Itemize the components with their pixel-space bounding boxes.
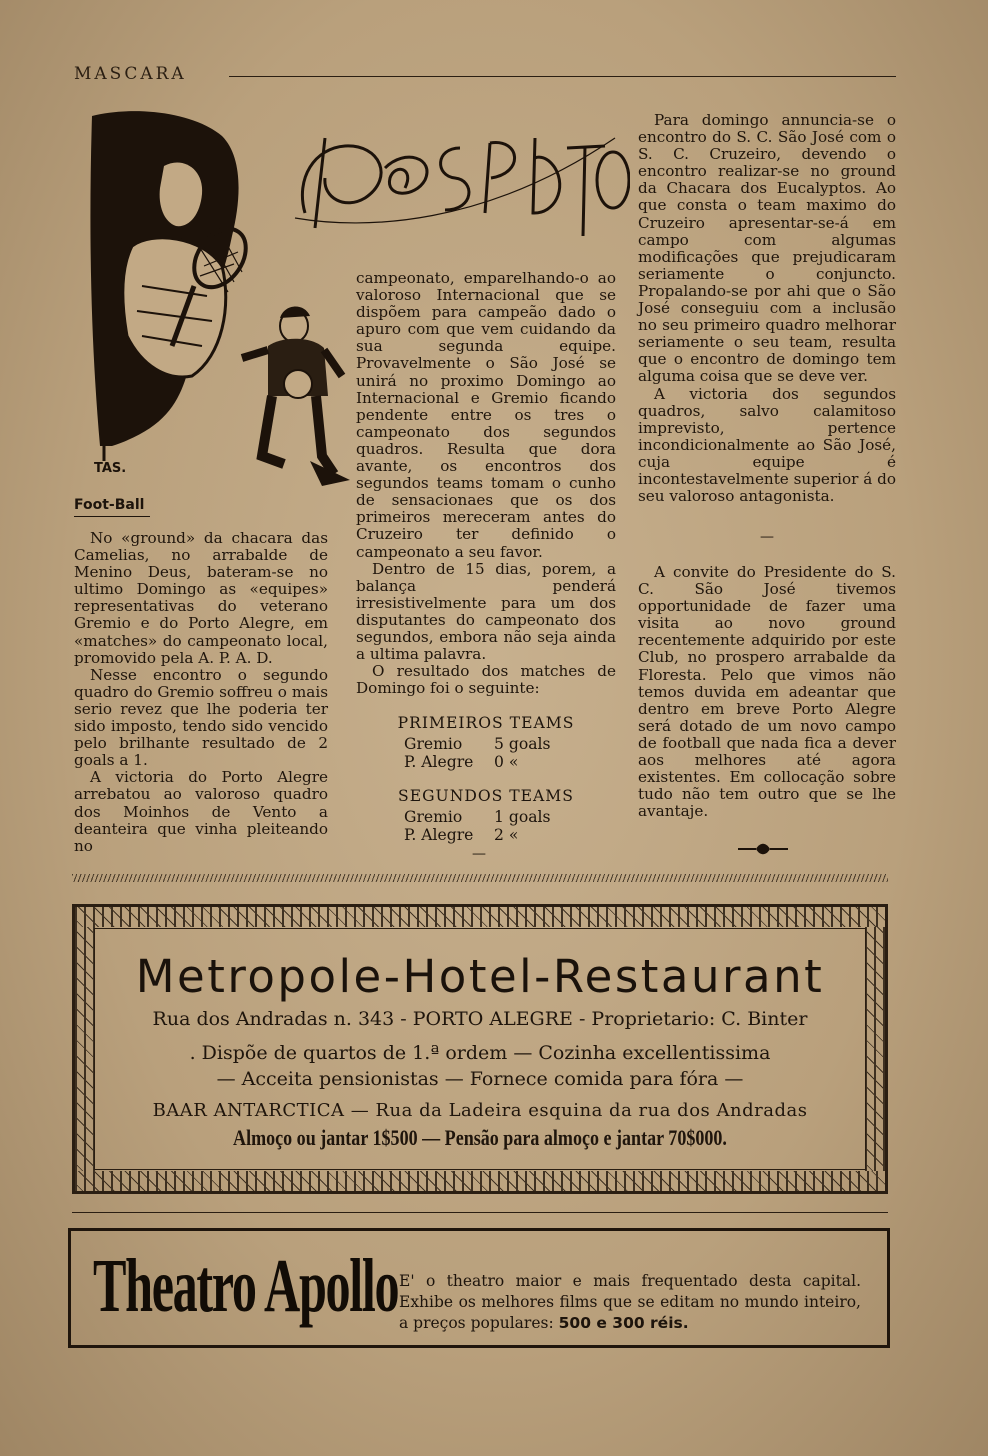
header-rule xyxy=(229,76,896,77)
paragraph: Dentro de 15 dias, porem, a balança penderá irresistivelmente para um dos disputantes do campeonato dos segundos, embora não seja ainda a ultima palavra. xyxy=(356,559,616,664)
separator-rule xyxy=(72,874,888,882)
separator-rule xyxy=(72,1212,888,1213)
paragraph: Nesse encontro o segundo quadro do Gremio soffreu o mais serio revez que lhe poderia ter sido imposto, tendo sido vencido pelo brilhante resultado de 2 goals a 1. xyxy=(74,665,328,770)
paragraph: A victoria dos segundos quadros, salvo calamitoso imprevisto, pertence incondicionalmente ao São José, cuja equipe é incontestavelmente superior á do seu valoroso antagonista. xyxy=(638,384,897,506)
result-row: P. Alegre 2 « xyxy=(404,826,519,844)
results-heading-segundos: SEGUNDOS TEAMS xyxy=(398,787,574,805)
article-column-3b xyxy=(638,564,896,820)
paragraph: campeonato, emparelhando-o ao valoroso Internacional que se dispõem para campeão dado o apuro com que vem cuidando da sua segunda equipe. Provavelmente o São José se unirá no proximo Domingo ao Internacional e Gremio ficando pendente entre os tres o campeonato dos segundos quadros. Resulta que dora avante, os encontros dos segundos teams tomam o cunho de sensacionaes que os dos primeiros mereceram antes do Cruzeiro ter definido o campeonato a seu favor. xyxy=(356,269,616,561)
article-column-1 xyxy=(74,530,328,855)
theatre-advertisement xyxy=(68,1228,890,1348)
desporto-title-lettering xyxy=(285,118,630,243)
article-column-2 xyxy=(356,270,616,697)
hotel-line-3: BAAR ANTARCTICA — Rua da Ladeira esquina da rua dos Andradas xyxy=(152,1100,808,1121)
hotel-line-4: Almoço ou jantar 1$500 — Pensão para almoço e jantar 70$000. xyxy=(233,1125,727,1150)
result-row: Gremio 5 goals xyxy=(404,735,551,753)
theatre-description: E' o theatro maior e mais frequentado desta capital. Exhibe os melhores films que se editam no mundo inteiro, a preços populares: 500 e 300 réis. xyxy=(399,1272,861,1332)
ornament-border xyxy=(75,1171,885,1191)
illustration-signature: TAS. xyxy=(94,461,127,476)
paragraph: O resultado dos matches de Domingo foi o seguinte: xyxy=(356,662,616,698)
paragraph: No «ground» da chacara das Camelias, no arrabalde de Menino Deus, bateram-se no ultimo Domingo as «equipes» representativas do veterano Gremio e do Porto Alegre, em «matches» do campeonato local, promovido pela A. P. A. D. xyxy=(74,529,328,667)
paragraph: A victoria do Porto Alegre arrebatou ao valoroso quadro dos Moinhos de Vento a deanteira que vinha pleiteando no xyxy=(74,768,328,855)
footballer-figure xyxy=(242,306,350,486)
ornament-border xyxy=(75,907,885,927)
hotel-name: Metropole-Hotel-Restaurant xyxy=(135,950,825,1003)
result-row: Gremio 1 goals xyxy=(404,808,551,826)
theatre-prices: 500 e 300 réis. xyxy=(558,1314,689,1332)
match-results xyxy=(356,714,616,844)
ornament-icon xyxy=(736,842,790,856)
hotel-line-2: — Acceita pensionistas — Fornece comida para fóra — xyxy=(216,1068,744,1090)
result-row: P. Alegre 0 « xyxy=(404,753,519,771)
paragraph: Para domingo annuncia-se o encontro do S. C. São José com o S. C. Cruzeiro, devendo o encontro realizar-se no ground da Chacara dos Eucalyptos. Ao que consta o team maximo do Cruzeiro apresentar-se-á em campo com algumas modificações que prejudicaram seriamente o conjuncto. Propalando-se por ahi que o São José conseguiu com a inclusão no seu primeiro quadro melhorar seriamente o seu team, resulta que o encontro de domingo tem alguma coisa que se deve ver. xyxy=(638,111,896,386)
magazine-name: MASCARA xyxy=(74,64,187,84)
results-heading-primeiros: PRIMEIROS TEAMS xyxy=(397,714,575,732)
hotel-line-1: . Dispõe de quartos de 1.ª ordem — Cozinha excellentissima xyxy=(189,1042,771,1064)
theatre-name: Theatro Apollo xyxy=(93,1244,399,1328)
page-header xyxy=(74,64,896,86)
hotel-address: Rua dos Andradas n. 343 - PORTO ALEGRE - Proprietario: C. Binter xyxy=(152,1008,808,1030)
paragraph: A convite do Presidente do S. C. São José tivemos opportunidade de fazer uma visita ao novo ground recentemente adquirido por este Club, no prospero arrabalde da Floresta. Pelo que vimos não temos duvida em adeantar que dentro em breve Porto Alegre será dotado de um novo campo de football que nada fica a dever aos melhores até agora existentes. Em collocação sobre tudo não tem outro que se lhe avantaje. xyxy=(638,563,896,821)
section-subtitle: Foot-Ball xyxy=(74,497,150,517)
end-dash: — xyxy=(472,846,486,862)
hotel-advertisement xyxy=(72,904,888,1194)
article-column-3 xyxy=(638,112,896,505)
column-dash: — xyxy=(760,529,774,545)
